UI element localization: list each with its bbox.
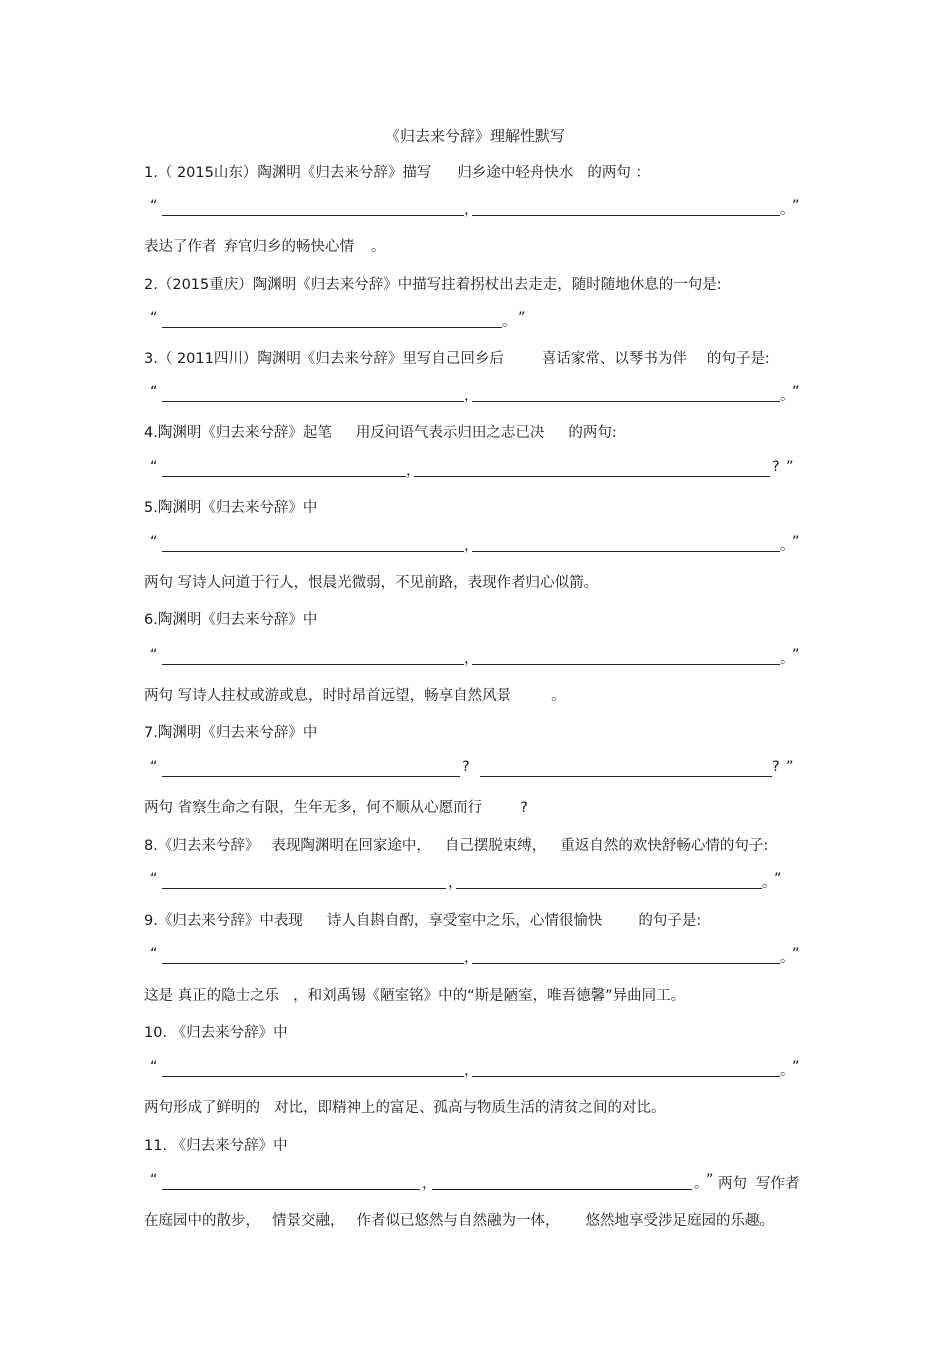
answer-blank-8b[interactable]: [456, 871, 762, 889]
question-1-note: 表达了作者 弃官归乡的畅快心情 。: [144, 239, 386, 255]
question-10-note: 两句形成了鲜明的 对比，即精神上的富足、孤高与物质生活的清贫之间的对比。: [144, 1100, 666, 1116]
question-9: 9.《归去来兮辞》中表现 诗人自斟自酌，享受室中之乐，心情很愉快 的句子是:: [144, 913, 702, 929]
question-3: 3.（ 2011四川）陶渊明《归去来兮辞》里写自己回乡后 喜话家常、以琴书为伴 的句子是:: [144, 351, 770, 367]
question-10: 10. 《归去来兮辞》中: [144, 1025, 288, 1041]
answer-blank-3b[interactable]: [472, 384, 780, 402]
question-6: 6.陶渊明《归去来兮辞》中: [144, 612, 318, 628]
answer-row-11: “ ， 。 ” 两句 写作者: [150, 1172, 800, 1192]
answer-blank-5a[interactable]: [162, 534, 464, 552]
answer-blank-10b[interactable]: [472, 1059, 780, 1077]
answer-blank-3a[interactable]: [162, 384, 464, 402]
question-5: 5.陶渊明《归去来兮辞》中: [144, 500, 318, 516]
answer-blank-8a[interactable]: [162, 871, 446, 889]
question-5-note: 两句 写诗人问道于行人，恨晨光微弱，不见前路，表现作者归心似箭。: [144, 575, 599, 591]
document-page: 《归去来兮辞》理解性默写 1.（ 2015山东）陶渊明《归去来兮辞》描写 归乡途中轻舟快水 的两句 ： “ ， 。 ” 表达了作者 弃官归乡的畅快心情 。 2.（2015重庆）陶渊明《归去来兮辞》中描写拄着拐杖出去走走，随时随地休息的一句是: “ 。 ” 3.（ 2011四川）陶渊明《归去来兮辞》里写自己回乡后 喜话家常、以琴书为伴 的句子是: “ ， 。 ” 4.陶渊明《归去来兮辞》起笔 用反问语气表示归田之志已决 的两句: “ ， ? ” 5.陶渊明《归去来兮辞》中 “ ， 。 ” 两句 写诗人问道于行人，恨晨光微弱，不见前路，表现作者归心似箭。 6.陶渊明《归去来兮辞》中 “ ， 。 ” 两句 写诗人拄杖或游或息，时时昂首远望，畅享自然风景 。 7.陶渊明《归去来兮辞》中 “ ? ? ” 两句 省察生命之有限，生年无多，何不顺从心愿而行 ? 8.《归去来兮辞》 表现陶渊明在回家途中， 自己摆脱束缚， 重返自然的欢快舒畅心情的句子: “ ， 。 ” 9.《归去来兮辞》中表现 诗人自斟自酌，享受室中之乐，心情很愉快 的句子是: “ ， 。 ” 这是 真正的隐士之乐 ，和刘禹锡《陋室铭》中的“斯是陋室，唯吾德馨”异曲同工。 10. 《归去来兮辞》中 “ ， 。 ” 两句形成了鲜明的 对比，即精神上的富足、孤高与物质生活的清贫之间的对比。 11. 《归去来兮辞》中 “ ， 。 ” 两句 写作者 在庭园中的散步， 情景交融， 作者似已悠然与自然融为一体， 悠然地享受涉足庭园的乐趣。: [0, 0, 950, 1345]
question-9-note: 这是 真正的隐士之乐 ，和刘禹锡《陋室铭》中的“斯是陋室，唯吾德馨”异曲同工。: [144, 988, 686, 1004]
answer-blank-4b[interactable]: [414, 459, 770, 477]
answer-blank-11a[interactable]: [162, 1172, 420, 1190]
page-title: 《归去来兮辞》理解性默写: [384, 127, 565, 145]
question-11-note: 在庭园中的散步， 情景交融， 作者似已悠然与自然融为一体， 悠然地享受涉足庭园的乐趣。: [144, 1213, 774, 1229]
answer-blank-6b[interactable]: [472, 647, 780, 665]
question-6-note: 两句 写诗人拄杖或游或息，时时昂首远望，畅享自然风景 。: [144, 688, 566, 704]
answer-blank-11b[interactable]: [432, 1172, 692, 1190]
question-7: 7.陶渊明《归去来兮辞》中: [144, 725, 318, 741]
answer-blank-5b[interactable]: [472, 534, 780, 552]
answer-blank-10a[interactable]: [162, 1059, 464, 1077]
answer-blank-2[interactable]: [162, 310, 502, 328]
answer-blank-7b[interactable]: [480, 759, 772, 777]
answer-blank-9b[interactable]: [472, 946, 780, 964]
answer-blank-4a[interactable]: [162, 459, 406, 477]
question-11: 11. 《归去来兮辞》中: [144, 1138, 288, 1154]
answer-blank-6a[interactable]: [162, 647, 464, 665]
answer-blank-1b[interactable]: [472, 198, 780, 216]
answer-blank-9a[interactable]: [162, 946, 464, 964]
answer-blank-7a[interactable]: [162, 759, 460, 777]
question-4: 4.陶渊明《归去来兮辞》起笔 用反问语气表示归田之志已决 的两句:: [144, 425, 617, 441]
question-1: 1.（ 2015山东）陶渊明《归去来兮辞》描写 归乡途中轻舟快水 的两句 ：: [144, 165, 650, 181]
question-7-note: 两句 省察生命之有限，生年无多，何不顺从心愿而行 ?: [144, 800, 528, 816]
question-2: 2.（2015重庆）陶渊明《归去来兮辞》中描写拄着拐杖出去走走，随时随地休息的一句是:: [144, 277, 722, 293]
question-8: 8.《归去来兮辞》 表现陶渊明在回家途中， 自己摆脱束缚， 重返自然的欢快舒畅心情的句子:: [144, 838, 769, 854]
answer-blank-1a[interactable]: [162, 198, 464, 216]
